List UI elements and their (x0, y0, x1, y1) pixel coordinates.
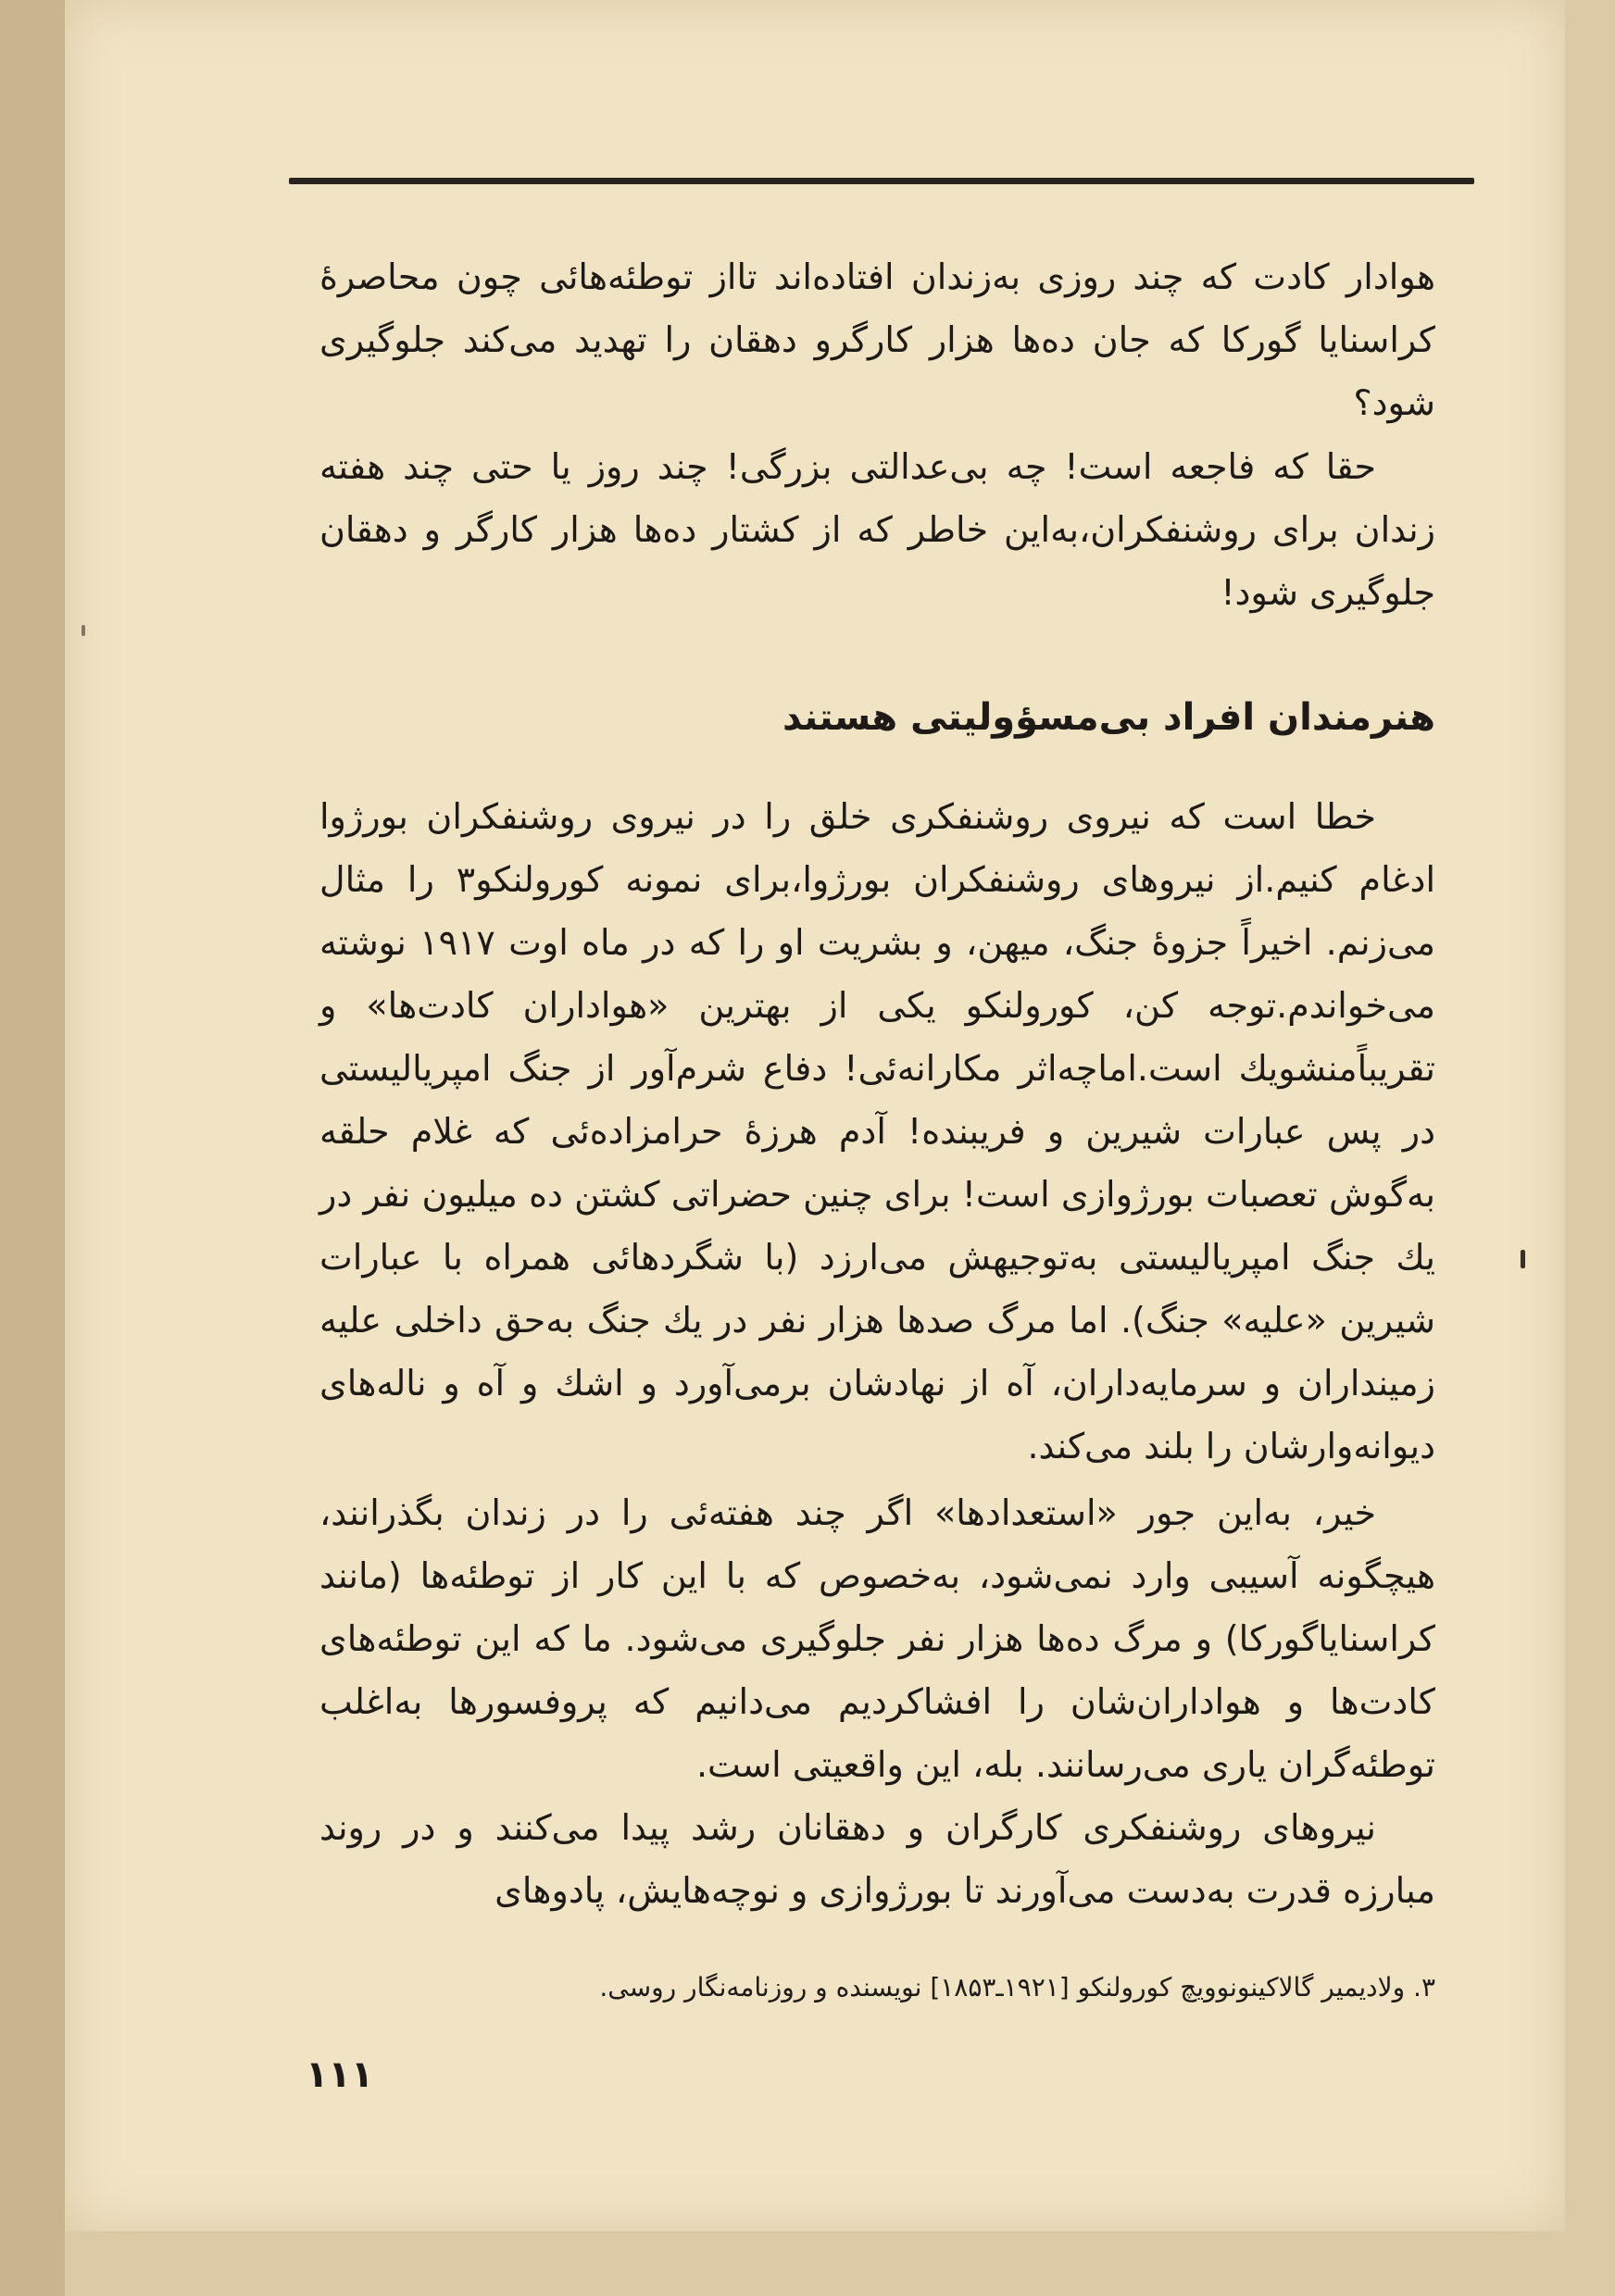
paragraph (319, 1796, 1435, 1922)
paragraph-text: خیر، به‌این جور «استعدادها» اگر چند هفته‌ئی را در زندان بگذرانند، هیچگونه آسیبی وارد نمی‌شود، به‌خصوص که با این کار از توطئه‌ها (مانند کراسنایاگورکا) و مرگ ده‌ها هزار نفر جلوگیری می‌شود. ما که این توطئه‌های کادت‌ها و هواداران‌شان را افشاکردیم می‌دانیم که پروفسورها به‌اغلب توطئه‌گران یاری می‌رسانند. بله، این واقعیتی است. (319, 1492, 1435, 1785)
section-heading: هنرمندان افراد بی‌مسؤولیتی هستند (782, 696, 1435, 739)
paragraph (319, 785, 1435, 1478)
paragraph-text: خطا است که نیروی روشنفکری خلق را در نیروی روشنفکران بورژوا ادغام کنیم.از نیروهای روشنفکران بورژوا،برای نمونه کورولنکو۳ را مثال می‌زنم. اخیراً جزوهٔ جنگ، میهن، و بشریت او را که در ماه اوت ۱۹۱۷ نوشته می‌خواندم.توجه کن، کورولنکو یکی از بهترین «هواداران کادت‌ها» و تقریباًمنشویك است.اماچه‌اثر مکارانه‌ئی! دفاع شرم‌آور از جنگ امپریالیستی در پس عبارات شیرین و فریبنده! آدم هرزهٔ حرامزاده‌ئی که غلام حلقه به‌گوش تعصبات بورژوازی است! برای چنین حضراتی کشتن ده میلیون نفر در یك جنگ امپریالیستی به‌توجیهش می‌ارزد (با شگردهائی همراه با عبارات شیرین «علیه» جنگ). اما مرگ صدها هزار نفر در یك جنگ به‌حق داخلی علیه زمینداران و سرمایه‌داران، آه از نهادشان برمی‌آورد و اشك و آه و ناله‌های دیوانه‌وارشان را بلند می‌کند. (319, 796, 1436, 1466)
margin-mark (1521, 1250, 1525, 1268)
scan-margin-strip (0, 0, 65, 2296)
header-rule (289, 178, 1474, 184)
paragraph-text: حقا که فاجعه است! چه بی‌عدالتی بزرگی! چند روز یا حتی چند هفته زندان برای روشنفکران،به‌این خاطر که از کشتار ده‌ها هزار کارگر و دهقان جلوگیری شود! (319, 446, 1435, 613)
paragraph-text: هوادار کادت که چند روزی به‌زندان افتاده‌اند تااز توطئه‌هائی چون محاصرهٔ کراسنایا گورکا که جان ده‌ها هزار کارگرو دهقان را تهدید می‌کند جلوگیری شود؟ (319, 256, 1435, 423)
footnote: ۳. ولادیمیر گالاکینونوویچ کورولنکو [۱۹۲۱ـ۱۸۵۳] نویسنده و روزنامه‌نگار روسی. (599, 1972, 1435, 2003)
paragraph (319, 435, 1435, 624)
paragraph-continued (319, 245, 1435, 434)
margin-mark (81, 625, 85, 636)
paragraph-text: نیروهای روشنفکری کارگران و دهقانان رشد پیدا می‌کنند و در روند مبارزه قدرت به‌دست می‌آورند تا بورژوازی و نوچه‌هایش، پادوهای (319, 1807, 1435, 1911)
page-number: ۱۱۱ (306, 2053, 374, 2096)
paragraph (319, 1481, 1435, 1796)
